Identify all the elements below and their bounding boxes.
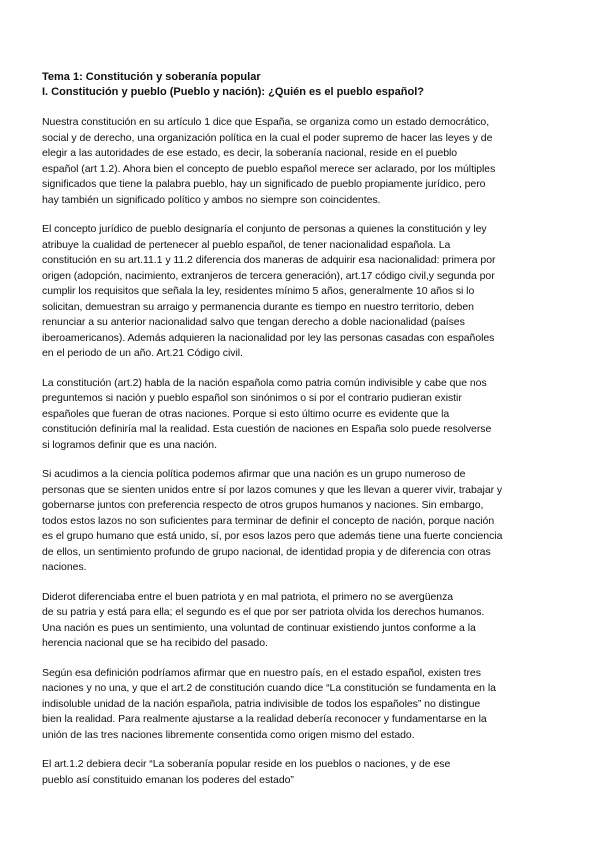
paragraph: La constitución (art.2) habla de la nación española como patria común indivisible y cabe que nos preguntemos si nación y pueblo español son sinónimos o si por el contrario pudieran existir españoles que fueran de otras naciones. Porque si esto último ocurre es evidente que la constitución definiría mal la realidad. Esta cuestión de naciones en España solo puede resolverse si logramos definir que es una nación. xyxy=(42,376,492,451)
document-title: Tema 1: Constitución y soberanía popular xyxy=(42,71,261,83)
section-heading: I. Constitución y pueblo (Pueblo y nación): ¿Quién es el pueblo español? xyxy=(42,86,424,98)
paragraph: El concepto jurídico de pueblo designaría el conjunto de personas a quienes la constitución y ley atribuye la cualidad de pertenecer al pueblo español, de tener nacionalidad española. La constitución en su art.11.1 y 11.2 diferencia dos maneras de adquirir esa nacionalidad: primera por origen (adopción, nacimiento, extranjeros de tercera generación), art.17 código civil,y segunda por cumplir los requisitos que señala la ley, residentes mínimo 5 años, generalmente 10 años si lo solicitan, demuestran su arraigo y permanencia durante es tiempo en nuestro territorio, deben renunciar a su anterior nacionalidad salvo que tengan derecho a doble nacionalidad (países iberoamericanos). Además adquieren la nacionalidad por ley las personas casadas con españoles en el periodo de un año. Art.21 Código civil. xyxy=(42,223,496,359)
paragraph: Si acudimos a la ciencia política podemos afirmar que una nación es un grupo numeroso de personas que se sienten unidos entre sí por lazos comunes y que les llevan a querer vivir, trabajar y gobernarse juntos con preferencia respecto de otros grupos humanos y naciones. Sin embargo, todos estos lazos no son suficientes para terminar de definir el concepto de nación, porque nación es el grupo humano que está unido, sí, por esos lazos pero que además tiene una fuerte conciencia de ellos, un sentimiento profundo de grupo nacional, de identidad propia y de diferencia con otras naciones. xyxy=(42,468,503,573)
paragraph: Diderot diferenciaba entre el buen patriota y en mal patriota, el primero no se avergüenza de su patria y está para ella; el segundo es el que por ser patriota olvida los derechos humanos. Una nación es pues un sentimiento, una voluntad de continuar existiendo juntos conforme a la herencia nacional que se ha recibido del pasado. xyxy=(42,590,485,649)
paragraph: El art.1.2 debiera decir “La soberanía popular reside en los pueblos o naciones, y de ese pueblo así constituido emanan los poderes del estado” xyxy=(42,758,451,786)
paragraph: Nuestra constitución en su artículo 1 dice que España, se organiza como un estado democrático, social y de derecho, una organización política en la cual el poder supremo de hacer las leyes y de elegir a las autoridades de ese estado, es decir, la soberanía nacional, reside en el pueblo español (art 1.2). Ahora bien el concepto de pueblo español merece ser aclarado, por los múltiples significados que tiene la palabra pueblo, hay un significado de pueblo propiamente jurídico, pero hay también un significado político y ambos no siempre son coincidentes. xyxy=(42,116,496,206)
paragraph: Según esa definición podríamos afirmar que en nuestro país, en el estado español, existen tres naciones y no una, y que el art.2 de constitución cuando dice “La constitución se fundamenta en la indisoluble unidad de la nación española, patria indivisible de todos los españoles” no distingue bien la realidad. Para realmente ajustarse a la realidad debería reconocer y fundamentarse en la unión de las tres naciones libremente consentida como origen mismo del estado. xyxy=(42,666,496,741)
